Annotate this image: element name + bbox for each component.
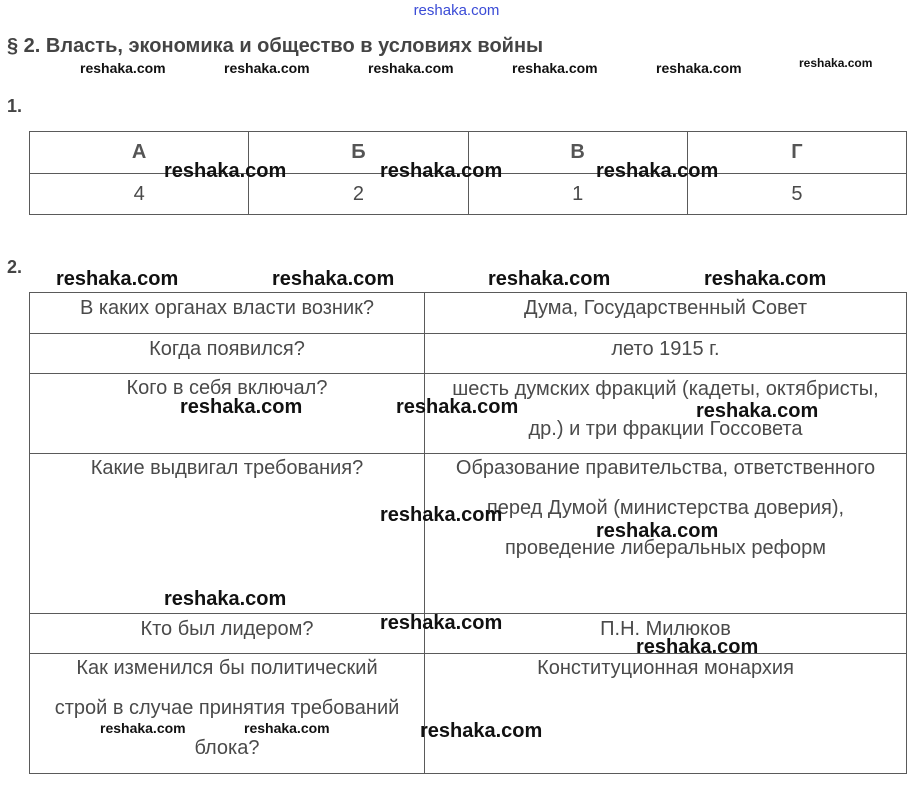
question-text: Кого в себя включал?: [126, 377, 328, 399]
question-text: В каких органах власти возник?: [79, 297, 375, 319]
watermark: reshaka.com: [696, 400, 819, 422]
answer-cell: [425, 654, 907, 774]
value-cell: 2: [249, 174, 468, 215]
watermark: reshaka.com: [512, 60, 598, 76]
watermark: reshaka.com: [656, 60, 742, 76]
answer-text: шесть думских фракций (кадеты, октябристы, др.) и три фракции Госсовета: [452, 378, 879, 440]
question-cell: [30, 654, 425, 774]
question-text: Кто был лидером?: [140, 618, 314, 640]
watermark: reshaka.com: [368, 60, 454, 76]
question-text: Когда появился?: [149, 338, 305, 360]
watermark: reshaka.com: [80, 60, 166, 76]
question-text: Какие выдвигал требования?: [90, 457, 364, 479]
value-cell: 1: [468, 174, 687, 215]
question-cell: [30, 334, 425, 374]
answer-table-2: [29, 292, 907, 774]
watermark: reshaka.com: [596, 160, 719, 182]
watermark: reshaka.com: [380, 160, 503, 182]
watermark: reshaka.com: [488, 268, 611, 290]
answer-cell: [425, 334, 907, 374]
header-cell: В: [468, 132, 687, 174]
header-cell: А: [30, 132, 249, 174]
answer-text: Конституционная монархия: [537, 657, 794, 679]
site-link[interactable]: reshaka.com: [413, 2, 500, 19]
watermark: reshaka.com: [180, 396, 303, 418]
answer-cell: [425, 293, 907, 334]
task-1-number: 1.: [7, 96, 23, 116]
watermark: reshaka.com: [636, 636, 759, 658]
table-row: [30, 334, 907, 374]
header-cell: Г: [687, 132, 906, 174]
value-cell: 5: [687, 174, 906, 215]
watermark: reshaka.com: [164, 588, 287, 610]
watermark: reshaka.com: [380, 504, 503, 526]
watermark: reshaka.com: [380, 612, 503, 634]
table-row: [30, 454, 907, 614]
table-row: [30, 293, 907, 334]
answer-text: Дума, Государственный Совет: [523, 297, 808, 319]
watermark: reshaka.com: [100, 720, 186, 736]
answer-text: Образование правительства, ответственного перед Думой (министерства доверия), проведение либеральных реформ: [455, 457, 876, 559]
watermark: reshaka.com: [704, 268, 827, 290]
question-text: Как изменился бы политический строй в случае принятия требований блока?: [54, 657, 400, 759]
answer-text: лето 1915 г.: [611, 338, 720, 360]
section-title: § 2. Власть, экономика и общество в условиях войны: [7, 35, 544, 57]
watermark: reshaka.com: [244, 720, 330, 736]
watermark: reshaka.com: [56, 268, 179, 290]
watermark: reshaka.com: [799, 56, 873, 70]
value-cell: 4: [30, 174, 249, 215]
watermark: reshaka.com: [272, 268, 395, 290]
watermark: reshaka.com: [420, 720, 543, 742]
watermark: reshaka.com: [164, 160, 287, 182]
watermark: reshaka.com: [396, 396, 519, 418]
answer-text: П.Н. Милюков: [600, 618, 731, 640]
watermark: reshaka.com: [596, 520, 719, 542]
header-cell: Б: [249, 132, 468, 174]
task-2-number: 2.: [7, 257, 23, 277]
question-cell: [30, 293, 425, 334]
table-row: [30, 654, 907, 774]
watermark: reshaka.com: [224, 60, 310, 76]
